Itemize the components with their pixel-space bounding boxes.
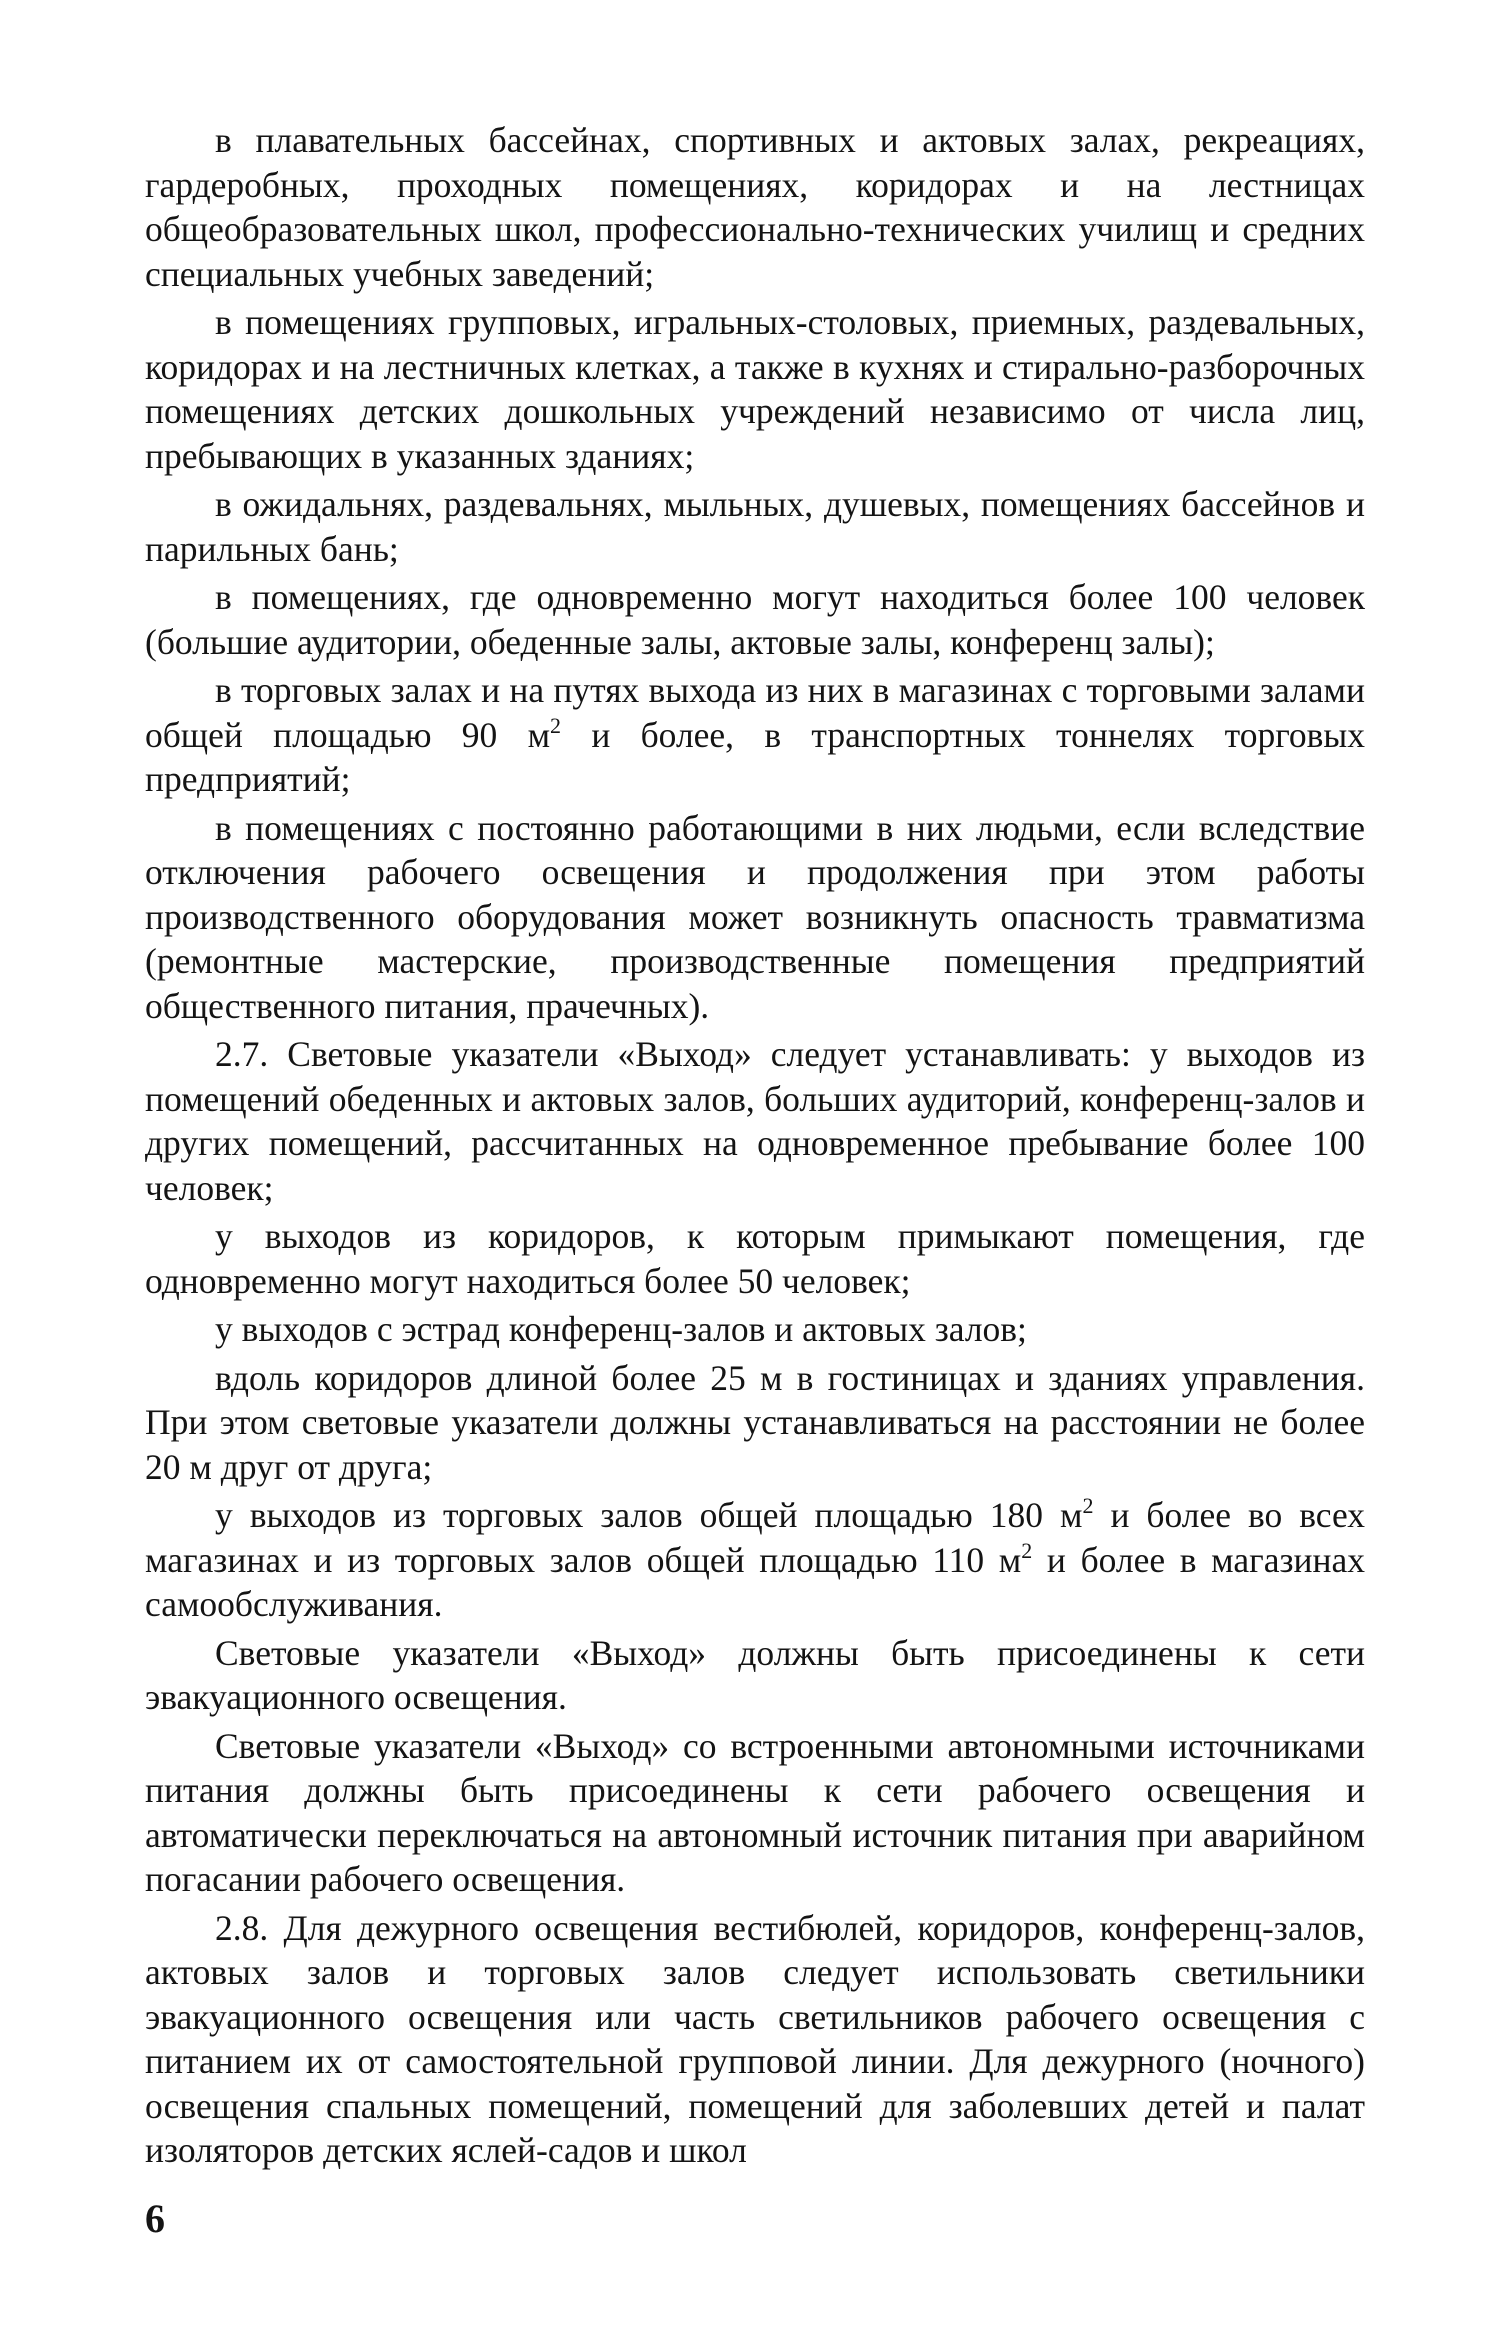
store-exits-sup-1: 2 (1082, 1493, 1094, 1518)
paragraph-stage-exits: у выходов с эстрад конференц-залов и актовых залов; (215, 1309, 1027, 1349)
paragraph-swimming-pools: в плавательных бассейнах, спортивных и актовых залах, рекреациях, гардеробных, проходных помещениях, коридорах и на лестницах общеобразовательных школ, профессионально-технических училищ и средних специальных учебных заведений; (145, 120, 1365, 294)
store-exits-text-before: у выходов из торговых залов общей площадью 180 м (215, 1495, 1083, 1535)
paragraph-baths: в ожидальнях, раздевальнях, мыльных, душевых, помещениях бассейнов и парильных бань; (145, 484, 1365, 569)
paragraph-store-exits (145, 1493, 1365, 1627)
trade-halls-text-after: и более, в транспортных тоннелях торговых предприятий; (145, 714, 1365, 799)
store-exits-text-after: и более в магазинах самообслуживания. (145, 1539, 1366, 1624)
paragraph-working-rooms: в помещениях с постоянно работающими в них людьми, если вследствие отключения рабочего освещения и продолжения при этом работы производственного оборудования может возникнуть опасность травматизма (ремонтные мастерские, производственные помещения предприятий общественного питания, прачечных). (145, 807, 1365, 1026)
paragraph-preschool-rooms: в помещениях групповых, игральных-столовых, приемных, раздевальных, коридорах и на лестничных клетках, а также в кухнях и стирально-разборочных помещениях детских дошкольных учреждений независимо от числа лиц, пребывающих в указанных зданиях; (145, 302, 1365, 476)
page-number: 6 (145, 2196, 165, 2241)
paragraph-long-corridors: вдоль коридоров длиной более 25 м в гостиницах и зданиях управления. При этом световые указатели должны устанавливаться на расстоянии не более 20 м друг от друга; (145, 1357, 1365, 1487)
store-exits-text-middle: и более во всех магазинах и из торговых залов общей площадью 110 м (145, 1495, 1366, 1580)
paragraph-corridor-exits: у выходов из коридоров, к которым примыкают помещения, где одновременно могут находиться более 50 человек; (145, 1216, 1365, 1301)
paragraph-trade-halls (145, 668, 1365, 802)
page-body (145, 118, 1365, 2177)
store-exits-sup-2: 2 (1021, 1537, 1033, 1563)
paragraph-autonomous-sources: Световые указатели «Выход» со встроенными автономными источниками питания должны быть присоединены к сети рабочего освещения и автоматически переключаться на автономный источник питания при аварийном погасании рабочего освещения. (145, 1725, 1365, 1899)
trade-halls-text-before: в торговых залах и на путях выхода из них в магазинах с торговыми залами общей площадью 90 м (145, 670, 1365, 755)
paragraph-section-2-7: 2.7. Световые указатели «Выход» следует устанавливать: у выходов из помещений обеденных и актовых залов, больших аудиторий, конференц-залов и других помещений, рассчитанных на одновременное пребывание более 100 человек; (145, 1034, 1365, 1208)
paragraph-100-people-rooms: в помещениях, где одновременно могут находиться более 100 человек (большие аудитории, обеденные залы, актовые залы, конференц залы); (145, 577, 1365, 662)
paragraph-evacuation-network: Световые указатели «Выход» должны быть присоединены к сети эвакуационного освещения. (145, 1632, 1365, 1717)
paragraph-section-2-8: 2.8. Для дежурного освещения вестибюлей, коридоров, конференц-залов, актовых залов и торговых залов следует использовать светильники эвакуационного освещения или часть светильников рабочего освещения с питанием их от самостоятельной групповой линии. Для дежурного (ночного) освещения спальных помещений, помещений для заболевших детей и палат изоляторов детских яслей-садов и школ (145, 1907, 1365, 2170)
trade-halls-sup: 2 (550, 712, 562, 738)
